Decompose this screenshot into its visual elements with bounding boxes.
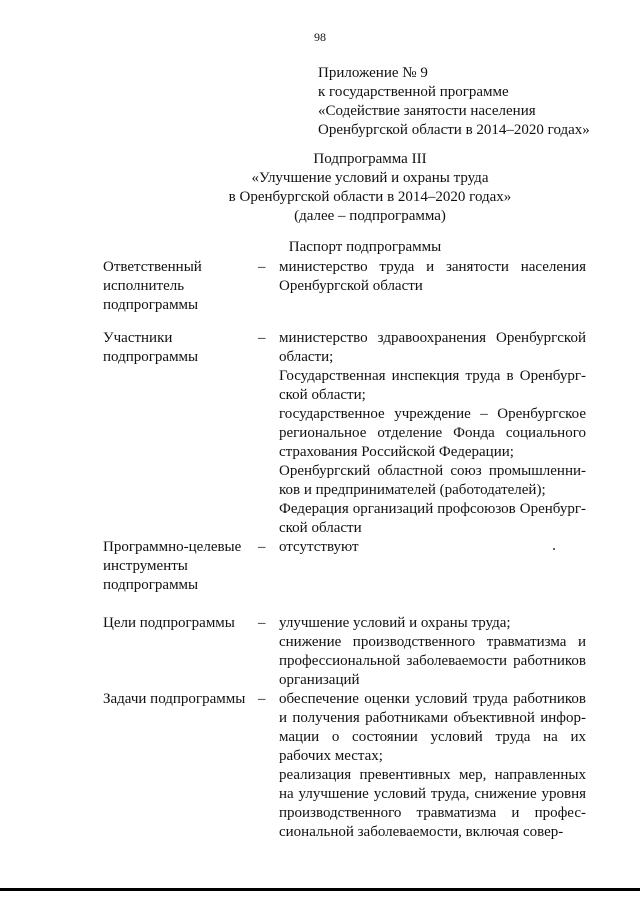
row-value-paragraph: реализация превентивных мер, направленных на улучшение условий труда, снижение уровня производственного травматизма и профессиональной заболеваемости, включая совер- [279,767,586,840]
appendix-line: к государственной программе [318,84,509,100]
row-dash: – [258,259,266,275]
row-value-paragraph: Государственная инспекция труда в Оренбургской области; [279,368,586,403]
row-value-paragraph: государственное учреждение – Оренбургское региональное отделение Фонда социального страхования Российской Федерации; [279,406,586,460]
row-value-paragraph: обеспечение оценки условий труда работников и получения работниками объективной информации о состоянии условий труда на их рабочих местах; [279,691,586,764]
row-value [279,329,586,538]
row-value [279,258,586,296]
row-value-paragraph: снижение производственного травматизма и профессиональной заболеваемости работников организаций [279,634,586,688]
row-value-paragraph: министерство труда и занятости населения Оренбургской области [279,259,586,294]
row-dash: – [258,539,266,555]
row-value [279,614,586,690]
subprogram-title-line: Подпрограмма III [313,151,427,167]
passport-title: Паспорт подпрограммы [288,239,442,255]
row-label: Цели подпрограммы [103,615,235,631]
subprogram-title-line: в Оренбургской области в 2014–2020 годах» [228,189,512,205]
row-dash: – [258,615,266,631]
row-dash: – [258,691,266,707]
row-value-paragraph: улучшение условий и охраны труда; [279,615,511,631]
subprogram-title [180,150,560,226]
row-value [279,690,586,842]
row-label: Программно-целевые инструменты подпрограммы [103,539,242,593]
row-value-paragraph: Оренбургский областной союз промышленников и предпринимателей (работодателей); [279,463,586,498]
row-value-paragraph: отсутствуют [279,539,359,555]
subprogram-title-line: «Улучшение условий и охраны труда [251,170,489,186]
subprogram-title-line: (далее – подпрограмма) [294,208,446,224]
appendix-line: Приложение № 9 [318,65,428,81]
page-bottom-rule [0,888,640,891]
row-dash: – [258,330,266,346]
row-value [279,538,586,557]
appendix-line: «Содействие занятости населения [318,103,536,119]
appendix-line: Оренбургской области в 2014–2020 годах» [318,122,590,138]
row-value-paragraph: министерство здравоохранения Оренбургской области; [279,330,586,365]
row-label: Ответственный исполнитель подпрограммы [103,259,202,313]
row-label: Задачи подпрограммы [103,691,246,707]
appendix-header [318,64,590,140]
row-label: Участники подпрограммы [103,330,199,365]
page-number: 98 [314,30,326,44]
row-value-paragraph: Федерация организаций профсоюзов Оренбургской области [279,501,586,536]
scan-speck [553,548,555,550]
